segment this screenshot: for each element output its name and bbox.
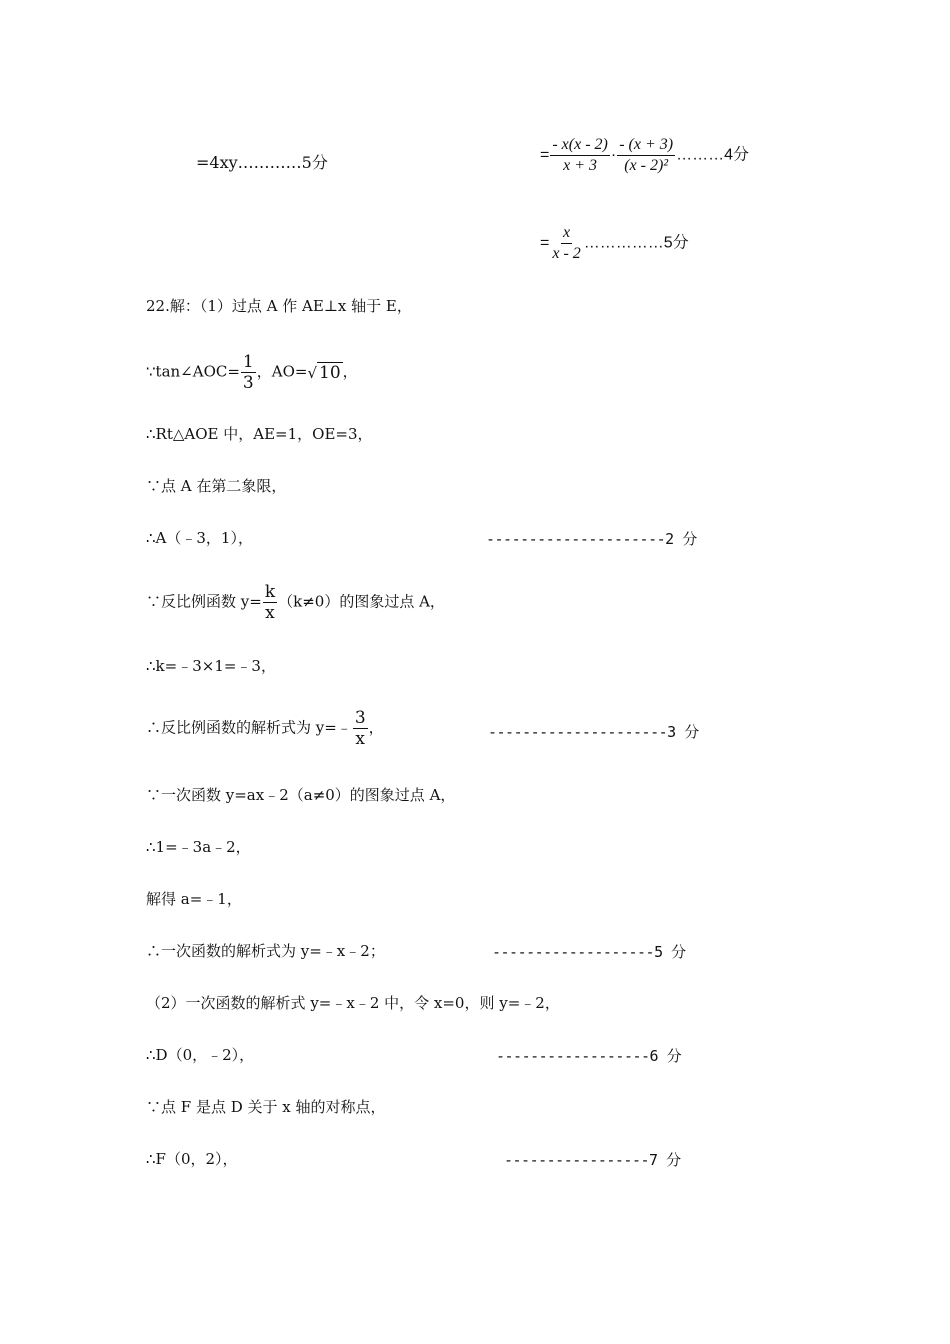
solution-line-16: ∴F（0，2）， <box>146 1150 238 1168</box>
sqrt-ten <box>307 363 342 383</box>
fraction-3 <box>550 223 582 264</box>
comma: ， <box>342 362 358 381</box>
solution-line-9: ∵一次函数 y=ax﹣2（a≠0）的图象过点 A， <box>146 786 456 804</box>
top-left-score: 5分 <box>301 153 328 172</box>
top-right-line1-dots: ……… <box>676 146 725 164</box>
fraction-k-denominator: x <box>265 603 275 623</box>
top-left-expr: =4xy <box>196 153 238 172</box>
equals-sign: = <box>540 234 550 252</box>
solution-line-3: ∴Rt△AOE 中，AE=1，OE=3， <box>146 425 373 443</box>
fraction-one-third <box>241 352 256 393</box>
sqrt-symbol: √ <box>307 363 318 382</box>
fraction-2-numerator: - (x + 3) <box>617 135 675 156</box>
solution-line-14: ∴D（0，﹣2）， <box>146 1046 255 1064</box>
fraction-one-third-numerator: 1 <box>242 352 254 372</box>
ao-text: ，AO= <box>256 362 308 381</box>
tan-text: ∵tan∠AOC= <box>146 362 240 381</box>
solution-line-4: ∵点 A 在第二象限， <box>146 477 287 495</box>
top-right-line2-dots: …………… <box>583 234 664 252</box>
top-right-line2 <box>540 223 689 264</box>
inverse-func-cond: （k≠0）的图象过点 A， <box>278 592 445 611</box>
score-5: -------------------5 分 <box>492 943 686 961</box>
fraction-2 <box>617 135 675 176</box>
solution-line-7: ∴k=﹣3×1=﹣3， <box>146 657 276 675</box>
fraction-three-over-x <box>353 708 368 749</box>
top-right-line2-score: 5分 <box>663 234 689 252</box>
score-7: -----------------7 分 <box>504 1151 681 1169</box>
score-2: ---------------------2 分 <box>486 530 697 548</box>
fraction-2-denominator: (x - 2)² <box>624 157 669 174</box>
fraction-1-numerator: - x(x - 2) <box>550 135 610 156</box>
solution-line-12: ∴一次函数的解析式为 y=﹣x﹣2； <box>146 942 385 960</box>
inverse-func-text: ∵反比例函数 y= <box>146 592 262 611</box>
inverse-expr-text: ∴反比例函数的解析式为 y=﹣ <box>146 718 352 737</box>
solution-line-15: ∵点 F 是点 D 关于 x 轴的对称点， <box>146 1098 386 1116</box>
solution-line-8 <box>146 708 384 749</box>
solution-line-1: 22.解：（1）过点 A 作 AE⊥x 轴于 E， <box>146 297 412 315</box>
score-6: ------------------6 分 <box>496 1047 682 1065</box>
fraction-3-denominator: x - 2 <box>552 245 581 262</box>
fraction-one-third-denominator: 3 <box>242 373 254 393</box>
solution-line-2 <box>146 352 358 393</box>
solution-line-5: ∴A（﹣3，1）， <box>146 529 253 547</box>
solution-line-11: 解得 a=﹣1， <box>146 890 242 908</box>
sqrt-radicand: 10 <box>319 362 341 383</box>
top-right-line1 <box>540 135 749 176</box>
fraction-k-numerator: k <box>264 582 276 602</box>
multiply-dot: · <box>610 146 617 164</box>
top-left-result <box>196 150 328 173</box>
top-left-dots: ………… <box>237 153 302 172</box>
top-right-line1-score: 4分 <box>724 146 749 164</box>
solution-line-6 <box>146 582 445 623</box>
comma: ， <box>368 718 384 737</box>
fraction-three-denominator: x <box>355 729 366 749</box>
score-3: ---------------------3 分 <box>488 723 699 741</box>
fraction-1 <box>550 135 610 176</box>
fraction-k-over-x <box>263 582 277 623</box>
equals-sign: = <box>540 146 550 164</box>
fraction-three-numerator: 3 <box>354 708 366 728</box>
solution-line-10: ∴1=﹣3a﹣2， <box>146 838 251 856</box>
solution-line-13: （2）一次函数的解析式 y=﹣x﹣2 中，令 x=0，则 y=﹣2， <box>146 994 560 1012</box>
fraction-1-denominator: x + 3 <box>563 157 598 174</box>
fraction-3-numerator: x <box>561 223 572 244</box>
